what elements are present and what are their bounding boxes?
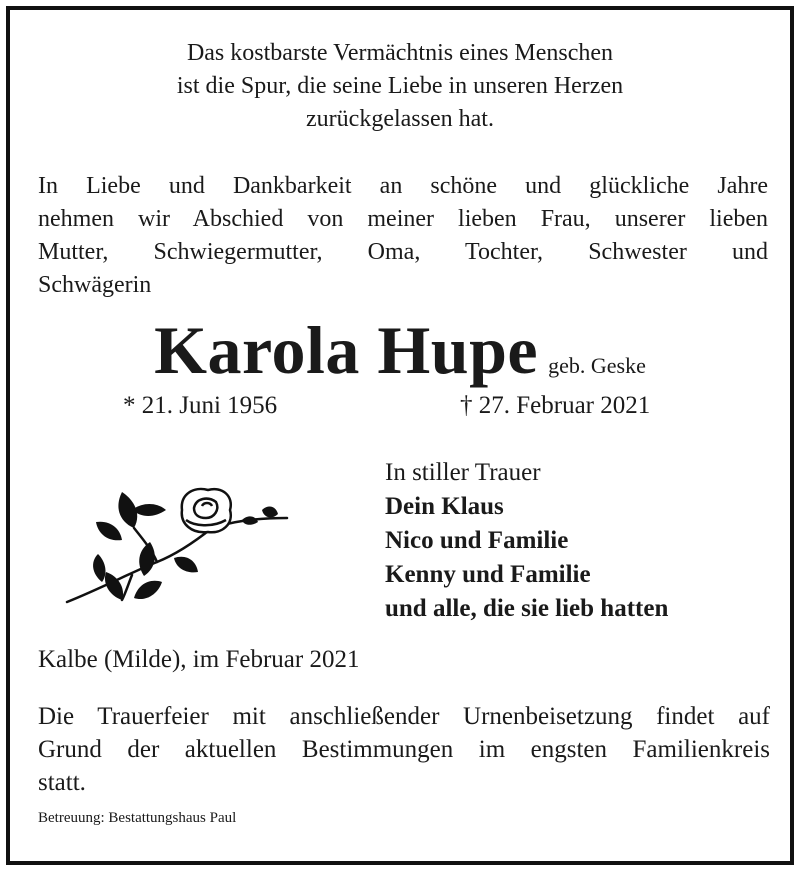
birth-date: * 21. Juni 1956 [123,392,278,419]
poem-line: Das kostbarste Vermächtnis eines Menschen [186,40,614,66]
mourner-name: Kenny und Familie [385,561,591,588]
ceremony-text [38,700,770,799]
poem-line: zurückgelassen hat. [306,106,494,132]
mourner-name: Dein Klaus [385,493,504,520]
maiden-name: geb. Geske [548,353,646,378]
intro-line: nehmen wir Abschied von meiner lieben Frau, unserer lieben [38,206,768,232]
mourner-name: und alle, die sie lieb hatten [385,595,669,622]
place-date: Kalbe (Milde), im Februar 2021 [38,646,360,673]
poem-line: ist die Spur, die seine Liebe in unseren Herzen [176,73,624,99]
deceased-name-row [10,310,790,390]
undertaker-credit: Betreuung: Bestattungshaus Paul [38,810,237,826]
ceremony-line: Die Trauerfeier mit anschließender Urnenbeisetzung findet auf [38,703,770,730]
intro-line: Schwägerin [38,272,152,298]
obituary-notice [6,6,794,865]
mourners-heading: In stiller Trauer [385,459,541,486]
ceremony-line: statt. [38,769,86,796]
rose-icon [62,480,297,625]
poem [10,37,790,136]
mourner-name: Nico und Familie [385,527,569,554]
intro-line: Mutter, Schwiegermutter, Oma, Tochter, Schwester und [38,239,768,265]
ceremony-line: Grund der aktuellen Bestimmungen im engsten Familienkreis [38,736,770,763]
death-date: † 27. Februar 2021 [460,392,651,419]
mourners-block [385,456,668,626]
deceased-name: Karola Hupe [154,312,539,388]
intro-line: In Liebe und Dankbarkeit an schöne und glückliche Jahre [38,173,768,199]
intro-text [38,170,768,302]
